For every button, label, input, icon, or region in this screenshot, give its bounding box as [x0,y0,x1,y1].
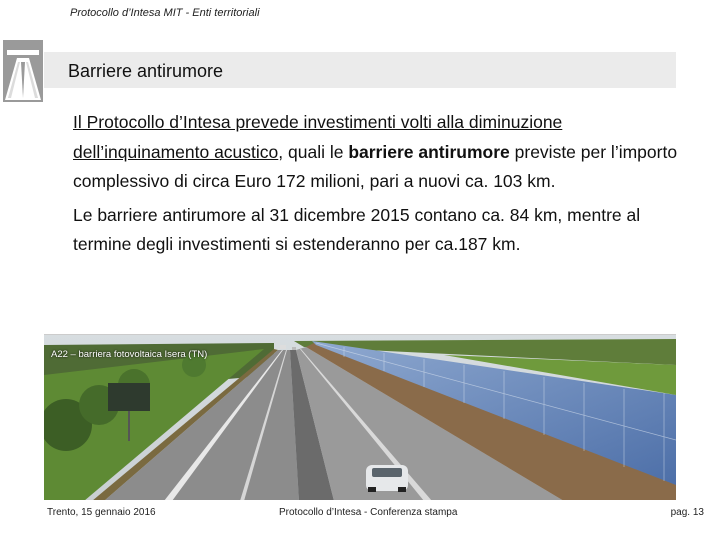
photo-caption: A22 – barriera fotovoltaica Isera (TN) [51,349,208,360]
footer-event: Protocollo d’Intesa - Conferenza stampa [279,507,458,518]
text-normal-b: previste per l’importo complessivo di circa Euro 172 milioni, pari a nuovi ca. 103 km. [73,141,678,191]
highway-photo [44,334,676,500]
paragraph-2: Le barriere antirumore al 31 dicembre 2015 contano ca. 84 km, mentre al termine degli investimenti si estenderanno per ca.187 km. [73,204,641,254]
header-caption: Protocollo d’Intesa MIT - Enti territoriali [70,7,260,19]
title-bar [44,52,676,88]
slide-title: Barriere antirumore [68,61,224,81]
footer-page-number: pag. 13 [670,507,704,518]
text-normal-a: , quali le [278,141,349,162]
bold-text: barriere antirumore [348,141,510,162]
highway-road-icon [3,40,43,102]
paragraph-1 [73,108,683,197]
underlined-text: Il Protocollo d’Intesa prevede investimenti volti alla diminuzione dell’inquinamento acustico [73,112,563,162]
body-text [73,108,683,260]
footer-date: Trento, 15 gennaio 2016 [47,507,156,518]
